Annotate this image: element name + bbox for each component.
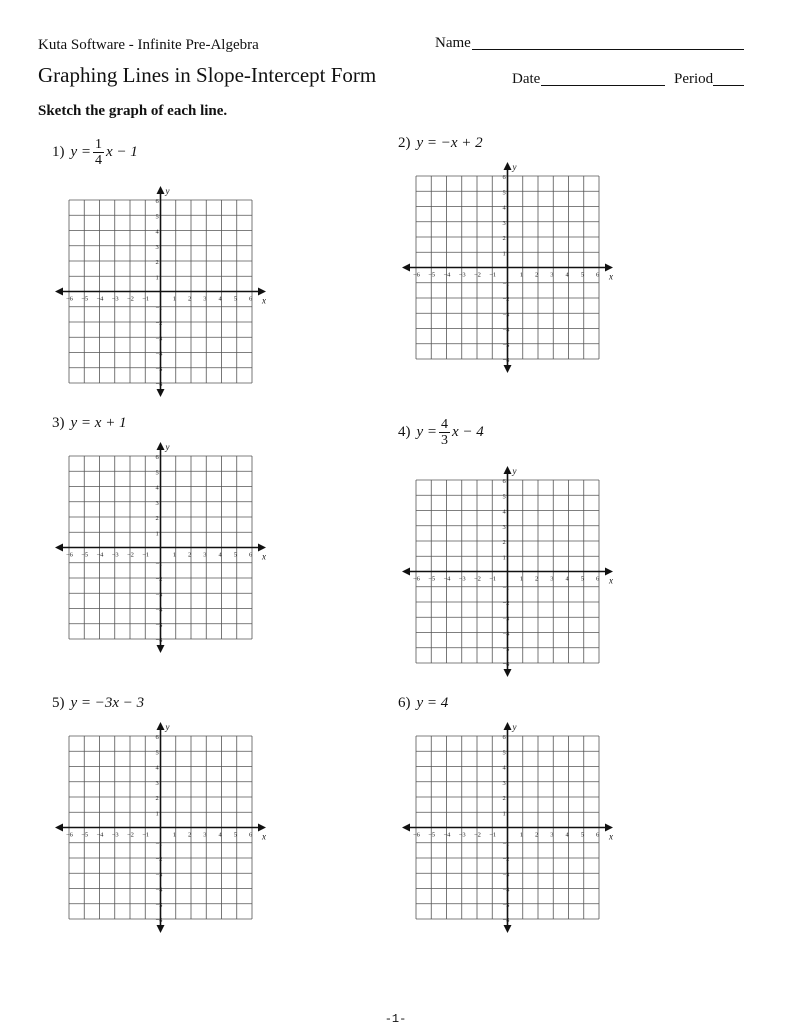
x-tick-label: −6 [413, 575, 420, 583]
y-tick-label: −4 [502, 630, 510, 638]
x-tick-label: 6 [596, 575, 600, 583]
x-axis-label: x [262, 295, 266, 306]
equation-lhs: y = [70, 415, 92, 431]
x-tick-label: 1 [519, 831, 523, 839]
y-tick-label: −4 [155, 606, 163, 614]
x-tick-label: 6 [249, 831, 253, 839]
x-tick-label: −3 [458, 831, 466, 839]
y-tick-label: −1 [155, 304, 163, 312]
y-tick-label: 3 [502, 523, 506, 531]
coordinate-grid-1[interactable] [49, 186, 273, 410]
x-tick-label: −4 [96, 551, 104, 559]
equation-rhs: −3x − 3 [94, 695, 145, 711]
y-tick-label: −4 [155, 350, 163, 358]
y-tick-label: −5 [502, 645, 510, 653]
y-axis-label: y [165, 442, 170, 452]
x-tick-label: −2 [474, 575, 481, 583]
y-axis-arrow-up [504, 162, 512, 170]
x-tick-label: −6 [413, 831, 420, 839]
publisher-line: Kuta Software - Infinite Pre-Algebra [38, 37, 259, 53]
x-tick-label: −5 [81, 295, 89, 303]
x-tick-label: −4 [443, 831, 451, 839]
x-tick-label: 5 [580, 575, 584, 583]
coordinate-grid-4[interactable] [396, 466, 620, 690]
x-tick-label: 4 [218, 295, 222, 303]
y-tick-label: −6 [502, 357, 510, 364]
y-tick-label: 2 [155, 259, 159, 266]
y-tick-label: 1 [502, 810, 506, 818]
x-tick-label: 3 [203, 295, 207, 303]
y-tick-label: −5 [502, 341, 510, 349]
y-tick-label: −3 [155, 591, 163, 599]
y-tick-label: 3 [502, 219, 506, 227]
x-tick-label: −5 [428, 831, 436, 839]
x-tick-label: −5 [428, 271, 436, 279]
x-axis-arrow-left [402, 568, 410, 576]
y-tick-label: −2 [502, 600, 510, 607]
y-axis-arrow-down [504, 669, 512, 677]
y-tick-label: −2 [155, 320, 163, 327]
y-tick-label: −5 [155, 901, 163, 909]
y-tick-label: 1 [155, 810, 159, 818]
y-tick-label: −1 [502, 280, 510, 288]
y-tick-label: 1 [502, 250, 506, 258]
y-tick-label: 2 [155, 795, 159, 802]
equation-lhs: y = [70, 695, 92, 711]
x-tick-label: 6 [249, 551, 253, 559]
fraction-numerator: 4 [441, 417, 449, 432]
x-tick-label: 5 [233, 551, 237, 559]
y-tick-label: −2 [155, 856, 163, 863]
x-tick-label: −1 [489, 271, 497, 279]
x-tick-label: −3 [111, 831, 119, 839]
equation-lhs: y = [416, 424, 438, 440]
x-tick-label: 1 [172, 551, 176, 559]
x-tick-label: 4 [218, 551, 222, 559]
period-field[interactable] [713, 85, 744, 86]
x-tick-label: 1 [172, 831, 176, 839]
x-tick-label: 5 [233, 831, 237, 839]
y-tick-label: 4 [155, 228, 159, 236]
y-tick-label: 4 [502, 508, 506, 516]
y-tick-label: 5 [155, 213, 159, 221]
y-tick-label: −1 [502, 840, 510, 848]
x-tick-label: 4 [565, 575, 569, 583]
x-tick-label: 3 [550, 271, 554, 279]
x-axis-label: x [262, 831, 266, 842]
x-tick-label: 2 [535, 831, 539, 839]
x-tick-label: −6 [66, 551, 73, 559]
y-axis-arrow-down [157, 925, 165, 933]
y-tick-label: 4 [502, 204, 506, 212]
y-tick-label: 5 [502, 493, 506, 501]
y-tick-label: −1 [502, 584, 510, 592]
problem-1 [52, 137, 138, 177]
problem-number: 6) [398, 695, 411, 711]
x-tick-label: 6 [596, 831, 600, 839]
equation-rhs: −x + 2 [440, 135, 483, 151]
y-axis-arrow-up [157, 442, 165, 450]
x-tick-label: 5 [580, 271, 584, 279]
y-tick-label: 5 [155, 749, 159, 757]
y-tick-label: −3 [155, 335, 163, 343]
x-axis-arrow-right [258, 824, 266, 832]
y-tick-label: −4 [155, 886, 163, 894]
x-tick-label: 1 [519, 271, 523, 279]
coordinate-grid-2[interactable] [396, 162, 620, 386]
x-tick-label: −2 [127, 831, 134, 839]
x-axis-arrow-right [258, 288, 266, 296]
x-tick-label: 6 [596, 271, 600, 279]
y-tick-label: 4 [155, 764, 159, 772]
y-axis-label: y [512, 466, 517, 476]
y-tick-label: −1 [155, 840, 163, 848]
x-axis-arrow-right [605, 264, 613, 272]
period-label: Period [674, 71, 714, 87]
y-axis-arrow-down [504, 365, 512, 373]
y-tick-label: −3 [155, 871, 163, 879]
equation-rhs: x − 4 [452, 424, 484, 440]
equation-rhs: x + 1 [94, 415, 127, 431]
y-tick-label: −4 [502, 886, 510, 894]
x-tick-label: 4 [565, 831, 569, 839]
x-tick-label: 5 [233, 295, 237, 303]
y-axis-arrow-up [504, 466, 512, 474]
x-tick-label: −4 [96, 831, 104, 839]
x-axis-arrow-right [258, 544, 266, 552]
problem-number: 1) [52, 144, 65, 160]
y-tick-label: 2 [502, 795, 506, 802]
y-tick-label: −6 [155, 637, 163, 644]
y-tick-label: 2 [155, 515, 159, 522]
equation-lhs: y = [416, 135, 438, 151]
y-tick-label: 6 [155, 198, 159, 205]
y-axis-arrow-down [157, 645, 165, 653]
y-tick-label: 3 [502, 779, 506, 787]
page-number: -1- [384, 1012, 407, 1026]
fraction-numerator: 1 [95, 137, 103, 152]
x-tick-label: 4 [218, 831, 222, 839]
x-tick-label: −5 [81, 551, 89, 559]
y-tick-label: 1 [155, 530, 159, 538]
worksheet-title: Graphing Lines in Slope-Intercept Form [38, 63, 377, 87]
equation-rhs: x − 1 [106, 144, 138, 160]
y-tick-label: −2 [502, 856, 510, 863]
equation-fraction [93, 137, 104, 168]
x-tick-label: −1 [489, 831, 497, 839]
x-tick-label: 2 [188, 295, 192, 303]
x-axis-label: x [262, 551, 266, 562]
y-tick-label: −1 [155, 560, 163, 568]
y-tick-label: −5 [155, 621, 163, 629]
y-axis-arrow-up [157, 186, 165, 194]
fraction-denominator: 4 [95, 153, 103, 168]
x-axis-label: x [609, 575, 613, 586]
x-tick-label: 2 [188, 551, 192, 559]
x-tick-label: −3 [458, 575, 466, 583]
coordinate-grid-6[interactable] [396, 722, 620, 946]
x-axis-arrow-right [605, 568, 613, 576]
equation-rhs: 4 [440, 695, 449, 711]
x-tick-label: −6 [66, 831, 73, 839]
y-tick-label: 2 [502, 235, 506, 242]
y-tick-label: 3 [155, 243, 159, 251]
y-tick-label: 4 [502, 764, 506, 772]
x-axis-arrow-left [55, 544, 63, 552]
date-label: Date [512, 71, 541, 87]
x-tick-label: 3 [203, 831, 207, 839]
x-tick-label: −6 [413, 271, 420, 279]
y-axis-label: y [512, 722, 517, 732]
x-tick-label: −1 [142, 551, 150, 559]
y-tick-label: 6 [155, 454, 159, 461]
y-tick-label: −6 [155, 917, 163, 924]
y-tick-label: 1 [155, 274, 159, 282]
y-tick-label: −5 [155, 365, 163, 373]
y-tick-label: 3 [155, 499, 159, 507]
y-axis-arrow-up [504, 722, 512, 730]
x-tick-label: −5 [81, 831, 89, 839]
y-tick-label: 5 [502, 749, 506, 757]
x-axis-label: x [609, 271, 613, 282]
y-tick-label: 5 [502, 189, 506, 197]
equation-lhs: y = [416, 695, 438, 711]
problem-number: 3) [52, 415, 65, 431]
x-tick-label: 3 [203, 551, 207, 559]
x-tick-label: 3 [550, 831, 554, 839]
x-tick-label: −3 [458, 271, 466, 279]
coordinate-grid-5[interactable] [49, 722, 273, 946]
y-tick-label: 5 [155, 469, 159, 477]
y-axis-label: y [165, 722, 170, 732]
x-tick-label: −2 [127, 551, 134, 559]
y-axis-arrow-down [504, 925, 512, 933]
date-field[interactable] [541, 85, 665, 86]
problem-number: 2) [398, 135, 411, 151]
y-tick-label: −5 [502, 901, 510, 909]
x-axis-arrow-left [402, 824, 410, 832]
x-tick-label: −5 [428, 575, 436, 583]
problem-number: 4) [398, 424, 411, 440]
x-tick-label: −6 [66, 295, 73, 303]
x-tick-label: 6 [249, 295, 253, 303]
y-tick-label: −3 [502, 871, 510, 879]
y-tick-label: −4 [502, 326, 510, 334]
y-tick-label: −6 [502, 917, 510, 924]
fraction-denominator: 3 [441, 433, 449, 448]
y-tick-label: 4 [155, 484, 159, 492]
y-tick-label: 6 [502, 174, 506, 181]
y-tick-label: −2 [155, 576, 163, 583]
x-tick-label: −1 [142, 295, 150, 303]
x-tick-label: −4 [443, 271, 451, 279]
x-tick-label: 2 [535, 271, 539, 279]
y-tick-label: 6 [502, 734, 506, 741]
coordinate-grid-3[interactable] [49, 442, 273, 666]
x-tick-label: −2 [127, 295, 134, 303]
x-tick-label: 3 [550, 575, 554, 583]
x-tick-label: −2 [474, 271, 481, 279]
x-tick-label: −4 [443, 575, 451, 583]
x-axis-label: x [609, 831, 613, 842]
x-tick-label: −2 [474, 831, 481, 839]
x-axis-arrow-left [402, 264, 410, 272]
y-axis-label: y [165, 186, 170, 196]
x-axis-arrow-left [55, 288, 63, 296]
x-tick-label: 4 [565, 271, 569, 279]
x-tick-label: −1 [489, 575, 497, 583]
instructions: Sketch the graph of each line. [38, 103, 228, 119]
x-tick-label: −1 [142, 831, 150, 839]
y-tick-label: 3 [155, 779, 159, 787]
x-tick-label: 5 [580, 831, 584, 839]
x-axis-arrow-right [605, 824, 613, 832]
equation-lhs: y = [70, 144, 92, 160]
y-axis-arrow-up [157, 722, 165, 730]
x-tick-label: −4 [96, 295, 104, 303]
x-tick-label: −3 [111, 551, 119, 559]
y-tick-label: 1 [502, 554, 506, 562]
y-tick-label: 2 [502, 539, 506, 546]
problem-number: 5) [52, 695, 65, 711]
name-label: Name [435, 35, 471, 51]
y-tick-label: 6 [155, 734, 159, 741]
y-tick-label: −6 [155, 381, 163, 388]
x-tick-label: 1 [519, 575, 523, 583]
x-tick-label: 2 [535, 575, 539, 583]
y-tick-label: −3 [502, 311, 510, 319]
x-tick-label: 2 [188, 831, 192, 839]
y-axis-label: y [512, 162, 517, 172]
y-tick-label: −6 [502, 661, 510, 668]
y-axis-arrow-down [157, 389, 165, 397]
y-tick-label: 6 [502, 478, 506, 485]
x-tick-label: −3 [111, 295, 119, 303]
problem-4 [398, 417, 484, 457]
equation-fraction [439, 417, 450, 448]
name-field[interactable] [472, 49, 744, 50]
y-tick-label: −3 [502, 615, 510, 623]
x-axis-arrow-left [55, 824, 63, 832]
x-tick-label: 1 [172, 295, 176, 303]
y-tick-label: −2 [502, 296, 510, 303]
